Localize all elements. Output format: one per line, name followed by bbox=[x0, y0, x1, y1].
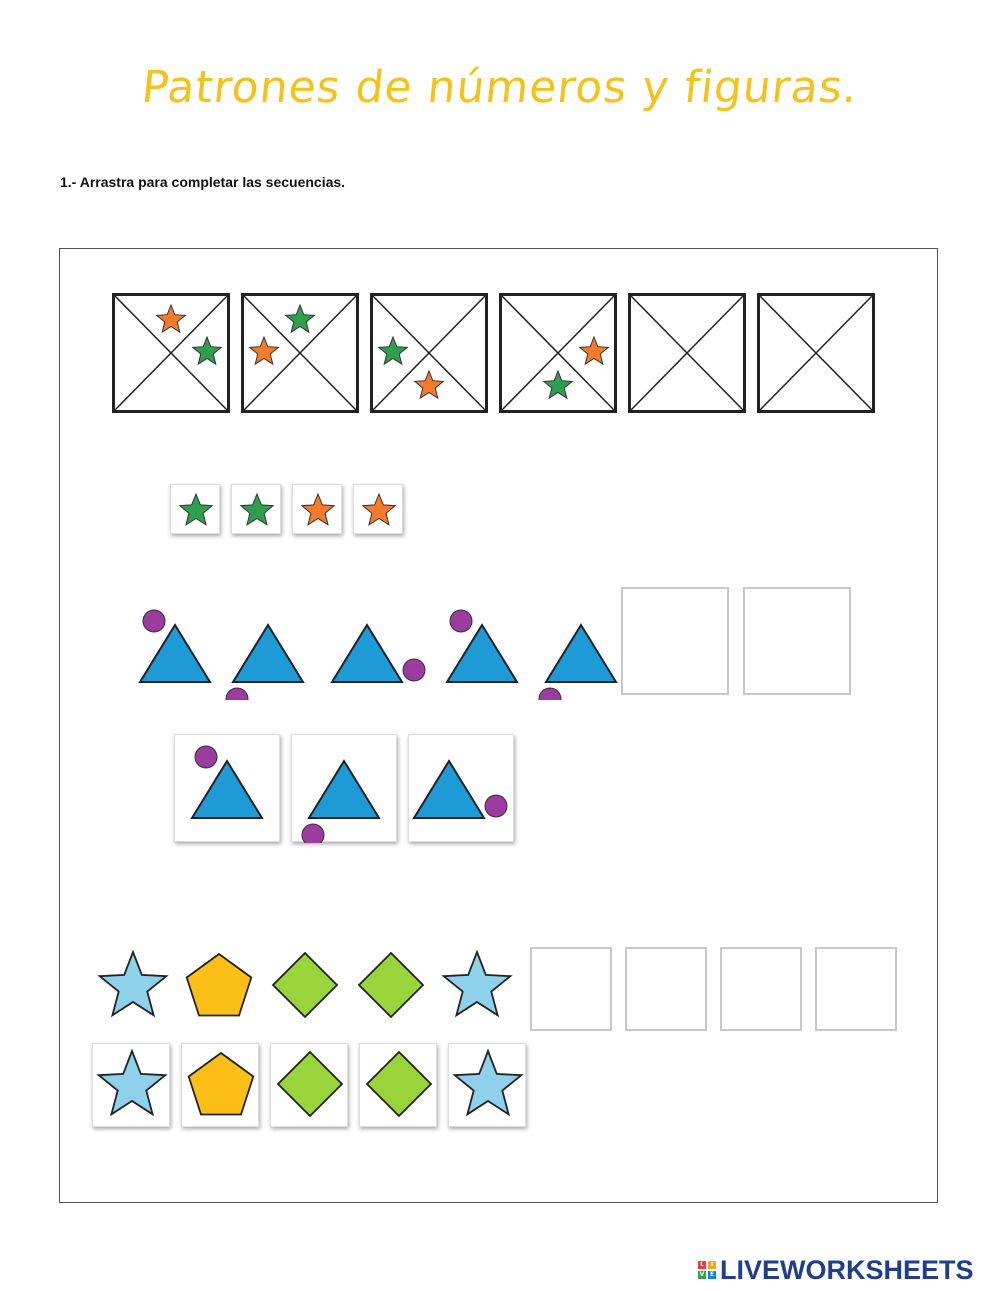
pattern-shape bbox=[93, 945, 173, 1029]
light-blue-star-icon bbox=[455, 1051, 522, 1114]
logo-mark-icon: L I V E bbox=[699, 1261, 715, 1278]
exercise-section-triangles bbox=[59, 560, 938, 872]
exercise-section-shapes bbox=[59, 871, 938, 1203]
pattern-box bbox=[499, 293, 617, 413]
purple-dot-icon bbox=[403, 659, 425, 681]
pattern-shape bbox=[265, 945, 345, 1029]
purple-dot-icon bbox=[195, 746, 217, 768]
blue-triangle-icon bbox=[309, 761, 379, 818]
pattern-box bbox=[241, 293, 359, 413]
blue-triangle-icon bbox=[546, 625, 616, 682]
drop-slot[interactable] bbox=[621, 587, 729, 695]
draggable-star[interactable] bbox=[448, 1043, 526, 1127]
instruction-text: 1.- Arrastra para completar las secuencias. bbox=[60, 174, 346, 190]
pattern-box bbox=[370, 293, 488, 413]
blue-triangle-icon bbox=[414, 761, 484, 818]
exercise-section-stars bbox=[59, 248, 938, 561]
pattern-shape bbox=[351, 945, 431, 1029]
purple-dot-icon bbox=[143, 610, 165, 632]
pattern-triangle bbox=[317, 580, 447, 700]
purple-dot-icon bbox=[485, 795, 507, 817]
blue-triangle-icon bbox=[192, 761, 262, 818]
drop-slot[interactable] bbox=[815, 947, 897, 1031]
draggable-star[interactable] bbox=[92, 1043, 170, 1127]
blue-triangle-icon bbox=[447, 625, 517, 682]
purple-dot-icon bbox=[226, 688, 248, 700]
pattern-shape bbox=[437, 945, 517, 1029]
purple-dot-icon bbox=[302, 824, 324, 843]
pattern-shape bbox=[179, 945, 259, 1029]
blue-triangle-icon bbox=[140, 625, 210, 682]
draggable-green-star[interactable] bbox=[231, 484, 281, 534]
green-diamond-icon bbox=[359, 953, 423, 1017]
drop-slot[interactable] bbox=[720, 947, 802, 1031]
green-diamond-icon bbox=[278, 1052, 342, 1116]
green-diamond-icon bbox=[273, 953, 337, 1017]
yellow-pentagon-icon bbox=[187, 954, 252, 1016]
draggable-green-star[interactable] bbox=[170, 484, 220, 534]
draggable-diamond[interactable] bbox=[270, 1043, 348, 1127]
draggable-triangle-dot-right[interactable] bbox=[408, 734, 514, 842]
draggable-triangle-dot-top-left[interactable] bbox=[174, 734, 280, 842]
drop-slot[interactable] bbox=[743, 587, 851, 695]
drop-slot[interactable] bbox=[530, 947, 612, 1031]
draggable-orange-star[interactable] bbox=[353, 484, 403, 534]
green-diamond-icon bbox=[367, 1052, 431, 1116]
blue-triangle-icon bbox=[233, 625, 303, 682]
draggable-orange-star[interactable] bbox=[292, 484, 342, 534]
pattern-slot-empty[interactable] bbox=[757, 293, 875, 413]
liveworksheets-logo[interactable] bbox=[698, 1255, 974, 1285]
draggable-pentagon[interactable] bbox=[181, 1043, 259, 1127]
logo-text: LIVEWORKSHEETS bbox=[720, 1254, 974, 1285]
draggable-diamond[interactable] bbox=[359, 1043, 437, 1127]
drop-slot[interactable] bbox=[625, 947, 707, 1031]
pattern-slot-empty[interactable] bbox=[628, 293, 746, 413]
pattern-box bbox=[112, 293, 230, 413]
purple-dot-icon bbox=[539, 688, 561, 700]
page-title: Patrones de números y figuras. bbox=[139, 62, 861, 113]
light-blue-star-icon bbox=[444, 952, 511, 1015]
light-blue-star-icon bbox=[99, 1051, 166, 1114]
light-blue-star-icon bbox=[100, 952, 167, 1015]
draggable-triangle-dot-bottom-left[interactable] bbox=[291, 734, 397, 842]
green-star-icon bbox=[241, 494, 273, 525]
blue-triangle-icon bbox=[332, 625, 402, 682]
orange-star-icon bbox=[302, 494, 334, 525]
green-star-icon bbox=[180, 494, 212, 525]
yellow-pentagon-icon bbox=[189, 1053, 254, 1115]
orange-star-icon bbox=[363, 494, 395, 525]
purple-dot-icon bbox=[450, 610, 472, 632]
